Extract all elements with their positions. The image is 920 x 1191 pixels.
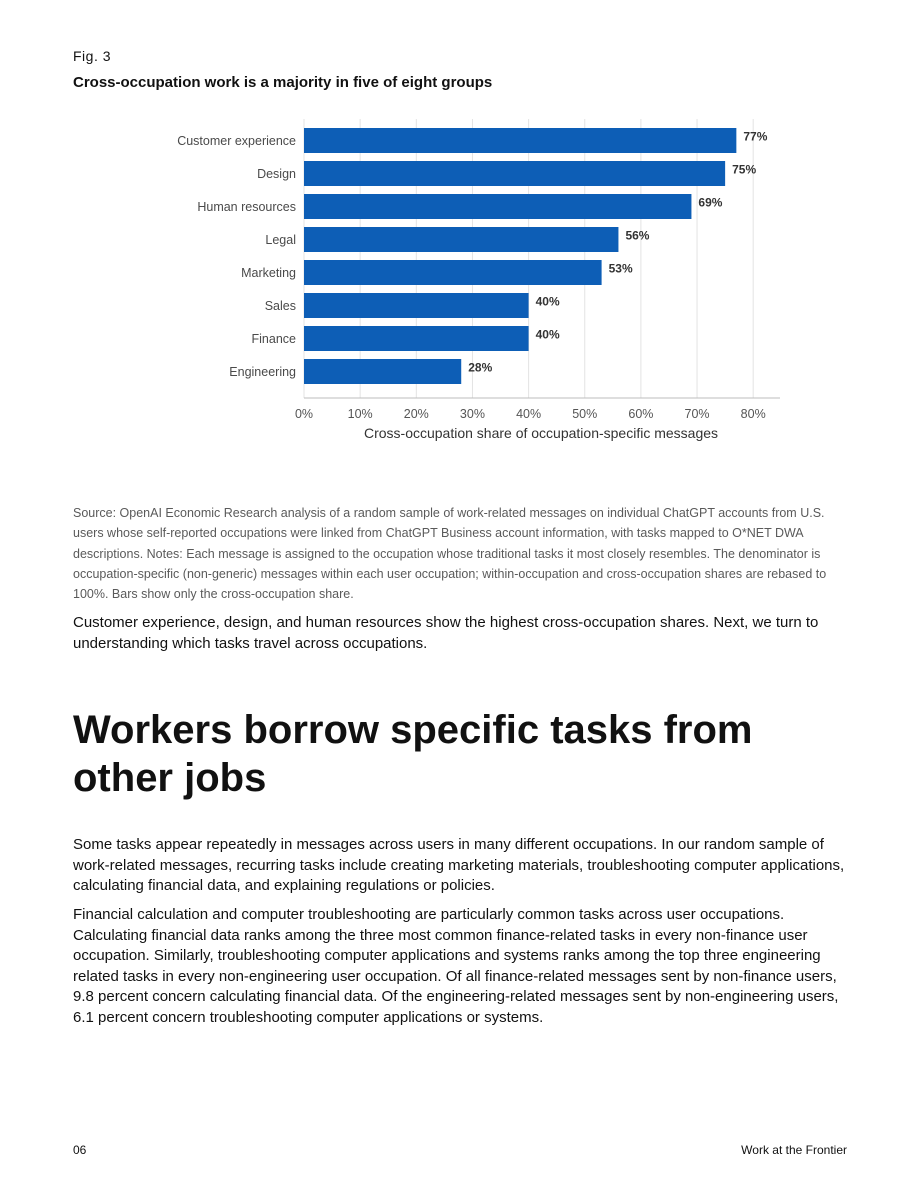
data-label: 75%: [732, 162, 757, 177]
x-tick-label: 50%: [572, 407, 598, 421]
bar: [304, 326, 529, 351]
data-label: 77%: [743, 129, 768, 144]
bar: [304, 194, 691, 219]
category-label: Customer experience: [177, 134, 296, 148]
data-label: 40%: [535, 294, 560, 309]
source-note: Source: OpenAI Economic Research analysis of a random sample of work-related messages on individual ChatGPT accounts from U.S. users whose self-reported occupations were linked from ChatGPT Business account information, with tasks mapped to O*NET DWA descriptions. Notes: Each message is assigned to the occupation whose traditional tasks it most closely resembles. The denominator is occupation-specific (non-generic) messages within each user occupation; within-occupation and cross-occupation shares are rebased to 100%. Bars show only the cross-occupation share.: [73, 506, 827, 602]
category-label: Design: [257, 167, 296, 181]
chart-x-axis-title: Cross-occupation share of occupation-specific messages: [363, 425, 719, 441]
bar: [304, 227, 618, 252]
bar: [304, 161, 725, 186]
intro-paragraph: Customer experience, design, and human resources show the highest cross-occupation shares. Next, we turn to understanding which tasks travel across occupations.: [73, 614, 819, 652]
publication-title: Work at the Frontier: [741, 1143, 847, 1157]
x-tick-label: 60%: [628, 407, 654, 421]
x-tick-label: 70%: [684, 407, 710, 421]
chart-bars: [304, 128, 736, 384]
chart-x-tick-labels: [295, 407, 766, 421]
x-tick-label: 0%: [294, 407, 314, 421]
category-label: Engineering: [229, 365, 296, 379]
data-label: 53%: [608, 261, 633, 276]
category-label: Legal: [265, 233, 296, 247]
page-number: 06: [73, 1143, 87, 1157]
figure-title: Cross-occupation work is a majority in five of eight groups: [73, 74, 493, 91]
category-label: Sales: [264, 299, 296, 313]
category-label: Marketing: [241, 266, 296, 280]
bar: [304, 359, 461, 384]
body-paragraph-1: Some tasks appear repeatedly in messages across users in many different occupations. In our random sample of work-related messages, recurring tasks include creating marketing materials, troubleshooting computer applications, calculating financial data, and explaining regulations or policies.: [73, 836, 845, 894]
x-tick-label: 40%: [516, 407, 542, 421]
data-label: 69%: [698, 195, 723, 210]
x-tick-label: 80%: [740, 407, 766, 421]
bar: [304, 293, 529, 318]
bar: [304, 128, 736, 153]
data-label: 56%: [625, 228, 650, 243]
body-paragraph-2: Financial calculation and computer troubleshooting are particularly common tasks across user occupations. Calculating financial data ranks among the three most common finance-related tasks in every non-finance user occupation. Similarly, troubleshooting computer applications and systems ranks among the top three engineering related tasks in every non-engineering user occupation. Of all finance-related messages sent by non-finance users, 9.8 percent concern calculating financial data. Of the engineering-related messages sent by non-engineering users, 6.1 percent concern troubleshooting computer applications or systems.: [73, 906, 839, 1026]
chart-category-labels: [177, 134, 296, 379]
section-heading: Workers borrow specific tasks from other jobs: [73, 708, 753, 800]
cross-occupation-bar-chart: [0, 0, 920, 460]
chart-gridlines: [304, 119, 753, 398]
figure-label: Fig. 3: [73, 48, 112, 64]
x-tick-label: 20%: [403, 407, 429, 421]
x-tick-label: 30%: [459, 407, 485, 421]
data-label: 40%: [535, 327, 560, 342]
category-label: Human resources: [197, 200, 296, 214]
x-tick-label: 10%: [347, 407, 373, 421]
bar: [304, 260, 602, 285]
category-label: Finance: [251, 332, 296, 346]
data-label: 28%: [468, 360, 493, 375]
